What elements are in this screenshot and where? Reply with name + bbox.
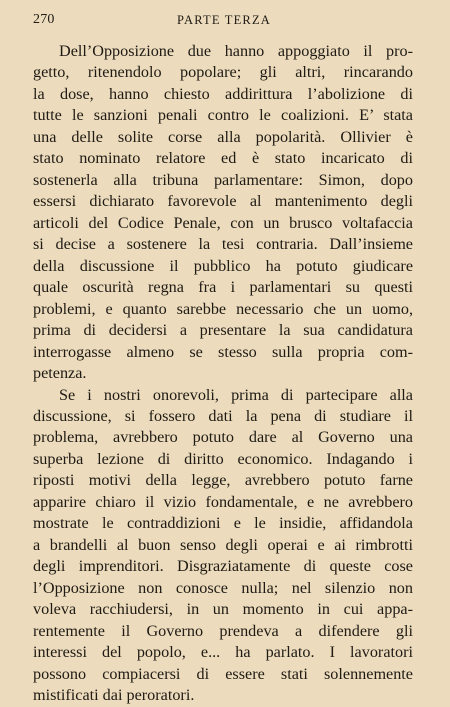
- text-line: prima di decidersi a presentare la sua candidatura: [33, 321, 413, 340]
- text-line: la dose, hanno chiesto addirittura l’abolizione di: [33, 84, 413, 103]
- text-line: rentemente il Governo prendeva a difendere gli: [33, 621, 413, 640]
- text-line: della discussione il pubblico ha potuto giudicare: [33, 256, 413, 275]
- text-line: essersi dichiarato favorevole al mantenimento degli: [33, 192, 413, 211]
- text-line: una delle solite corse alla popolarità. Ollivier è: [33, 127, 413, 146]
- text-line: mistificati dai peroratori.: [33, 686, 195, 705]
- text-line: Se i nostri onorevoli, prima di partecipare alla: [59, 385, 413, 404]
- text-line: tutte le sanzioni penali contro le coalizioni. E’ stata: [33, 106, 413, 125]
- text-line: discussione, si fossero dati la pena di studiare il: [33, 406, 413, 425]
- text-line: l’Opposizione non conosce nulla; nel silenzio non: [33, 578, 413, 597]
- text-line: stato nominato relatore ed è stato incaricato di: [33, 149, 413, 168]
- text-line: apparire chiaro il vizio fondamentale, e ne avrebbero: [33, 492, 413, 511]
- page-number: 270: [33, 12, 55, 27]
- text-line: petenza.: [33, 364, 87, 383]
- text-line: getto, ritenendolo popolare; gli altri, rincarando: [33, 63, 413, 82]
- text-line: voleva racchiudersi, in un momento in cui appa-: [33, 600, 413, 619]
- text-line: possono compiacersi di essere stati solennemente: [33, 664, 413, 683]
- text-line: degli imprenditori. Disgraziatamente di queste cose: [33, 557, 413, 576]
- text-line: si decise a sostenere la tesi contraria. Dall’insieme: [33, 235, 413, 254]
- page-header: [33, 12, 415, 32]
- text-line: quale oscurità regna fra i parlamentari su questi: [33, 278, 413, 297]
- running-head: PARTE TERZA: [176, 13, 272, 27]
- text-line: interrogasse almeno se stesso sulla propria com-: [33, 342, 413, 361]
- text-line: articoli del Codice Penale, con un brusco voltafaccia: [33, 213, 413, 232]
- body-text: [33, 41, 413, 707]
- text-line: mostrate le contraddizioni e le insidie, affidandola: [33, 514, 413, 533]
- text-line: Dell’Opposizione due hanno appoggiato il pro-: [59, 42, 413, 60]
- text-line: riposti motivi della legge, avrebbero potuto farne: [33, 471, 413, 490]
- text-line: a brandelli al buon senso degli operai e ai rimbrotti: [33, 535, 413, 554]
- text-line: problema, avrebbero potuto dare al Governo una: [33, 428, 413, 447]
- text-line: superba lezione di diritto economico. Indagando i: [33, 449, 413, 468]
- text-line: sostenerla alla tribuna parlamentare: Simon, dopo: [33, 170, 413, 189]
- text-line: problemi, e quanto sarebbe necessario che un uomo,: [33, 299, 413, 318]
- text-line: interessi del popolo, e... ha parlato. I lavoratori: [33, 643, 413, 662]
